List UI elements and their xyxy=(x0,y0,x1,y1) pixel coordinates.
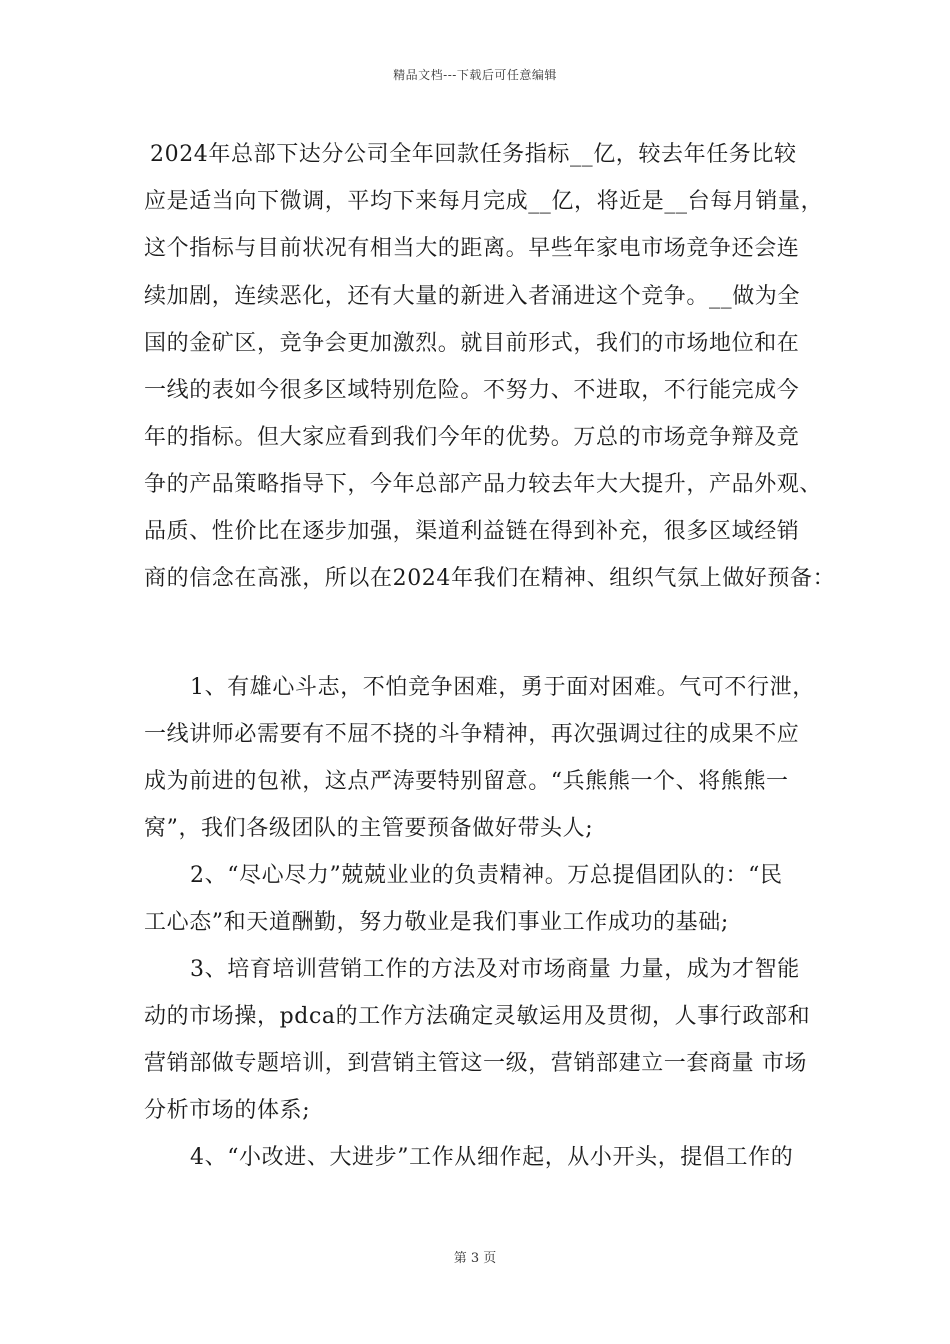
text-line: 年的指标。但大家应看到我们今年的优势。万总的市场竞争辩及竞 xyxy=(144,425,800,450)
text-line: 这个指标与目前状况有相当大的距离。早些年家电市场竞争还会连 xyxy=(144,236,800,261)
text-line: 国的金矿区，竞争会更加激烈。就目前形式，我们的市场地位和在 xyxy=(144,331,800,356)
text-line: 品质、性价比在逐步加强，渠道利益链在得到补充，很多区域经销 xyxy=(144,519,800,544)
text-line: 3、培育培训营销工作的方法及对市场商量 力量，成为才智能 xyxy=(190,957,800,982)
text-line: 2、“尽心尽力”兢兢业业的负责精神。万总提倡团队的：“民 xyxy=(190,863,783,888)
text-line: 窝”，我们各级团队的主管要预备做好带头人; xyxy=(144,816,594,841)
page-header: 精品文档---下载后可任意编辑 xyxy=(393,68,557,82)
text-line: 一线讲师必需要有不屈不挠的斗争精神，再次强调过往的成果不应 xyxy=(144,722,800,747)
text-line: 应是适当向下微调，平均下来每月完成__亿，将近是__台每月销量， xyxy=(144,189,824,214)
text-line: 2024年总部下达分公司全年回款任务指标__亿，较去年任务比较 xyxy=(150,142,797,167)
text-line: 动的市场操，pdca的工作方法确定灵敏运用及贯彻，人事行政部和 xyxy=(144,1004,811,1029)
text-line: 续加剧，连续恶化，还有大量的新进入者涌进这个竞争。__做为全 xyxy=(144,284,801,309)
text-line: 争的产品策略指导下，今年总部产品力较去年大大提升，产品外观、 xyxy=(144,472,823,497)
page-number: 第 3 页 xyxy=(453,1251,497,1266)
text-line: 成为前进的包袱，这点严涛要特别留意。“兵熊熊一个、将熊熊一 xyxy=(144,769,789,794)
text-line: 1、有雄心斗志，不怕竞争困难，勇于面对困难。气可不行泄， xyxy=(190,675,815,700)
text-line: 工心态”和天道酬勤，努力敬业是我们事业工作成功的基础; xyxy=(144,910,729,935)
text-line: 一线的表如今很多区域特别危险。不努力、不进取，不行能完成今 xyxy=(144,378,800,403)
text-line: 4、“小改进、大进步”工作从细作起，从小开头，提倡工作的 xyxy=(190,1145,794,1170)
text-line: 商的信念在高涨，所以在2024年我们在精神、组织气氛上做好预备： xyxy=(144,566,836,591)
text-line: 分析市场的体系; xyxy=(144,1098,311,1123)
text-line: 营销部做专题培训，到营销主管这一级，营销部建立一套商量 市场 xyxy=(144,1051,807,1076)
